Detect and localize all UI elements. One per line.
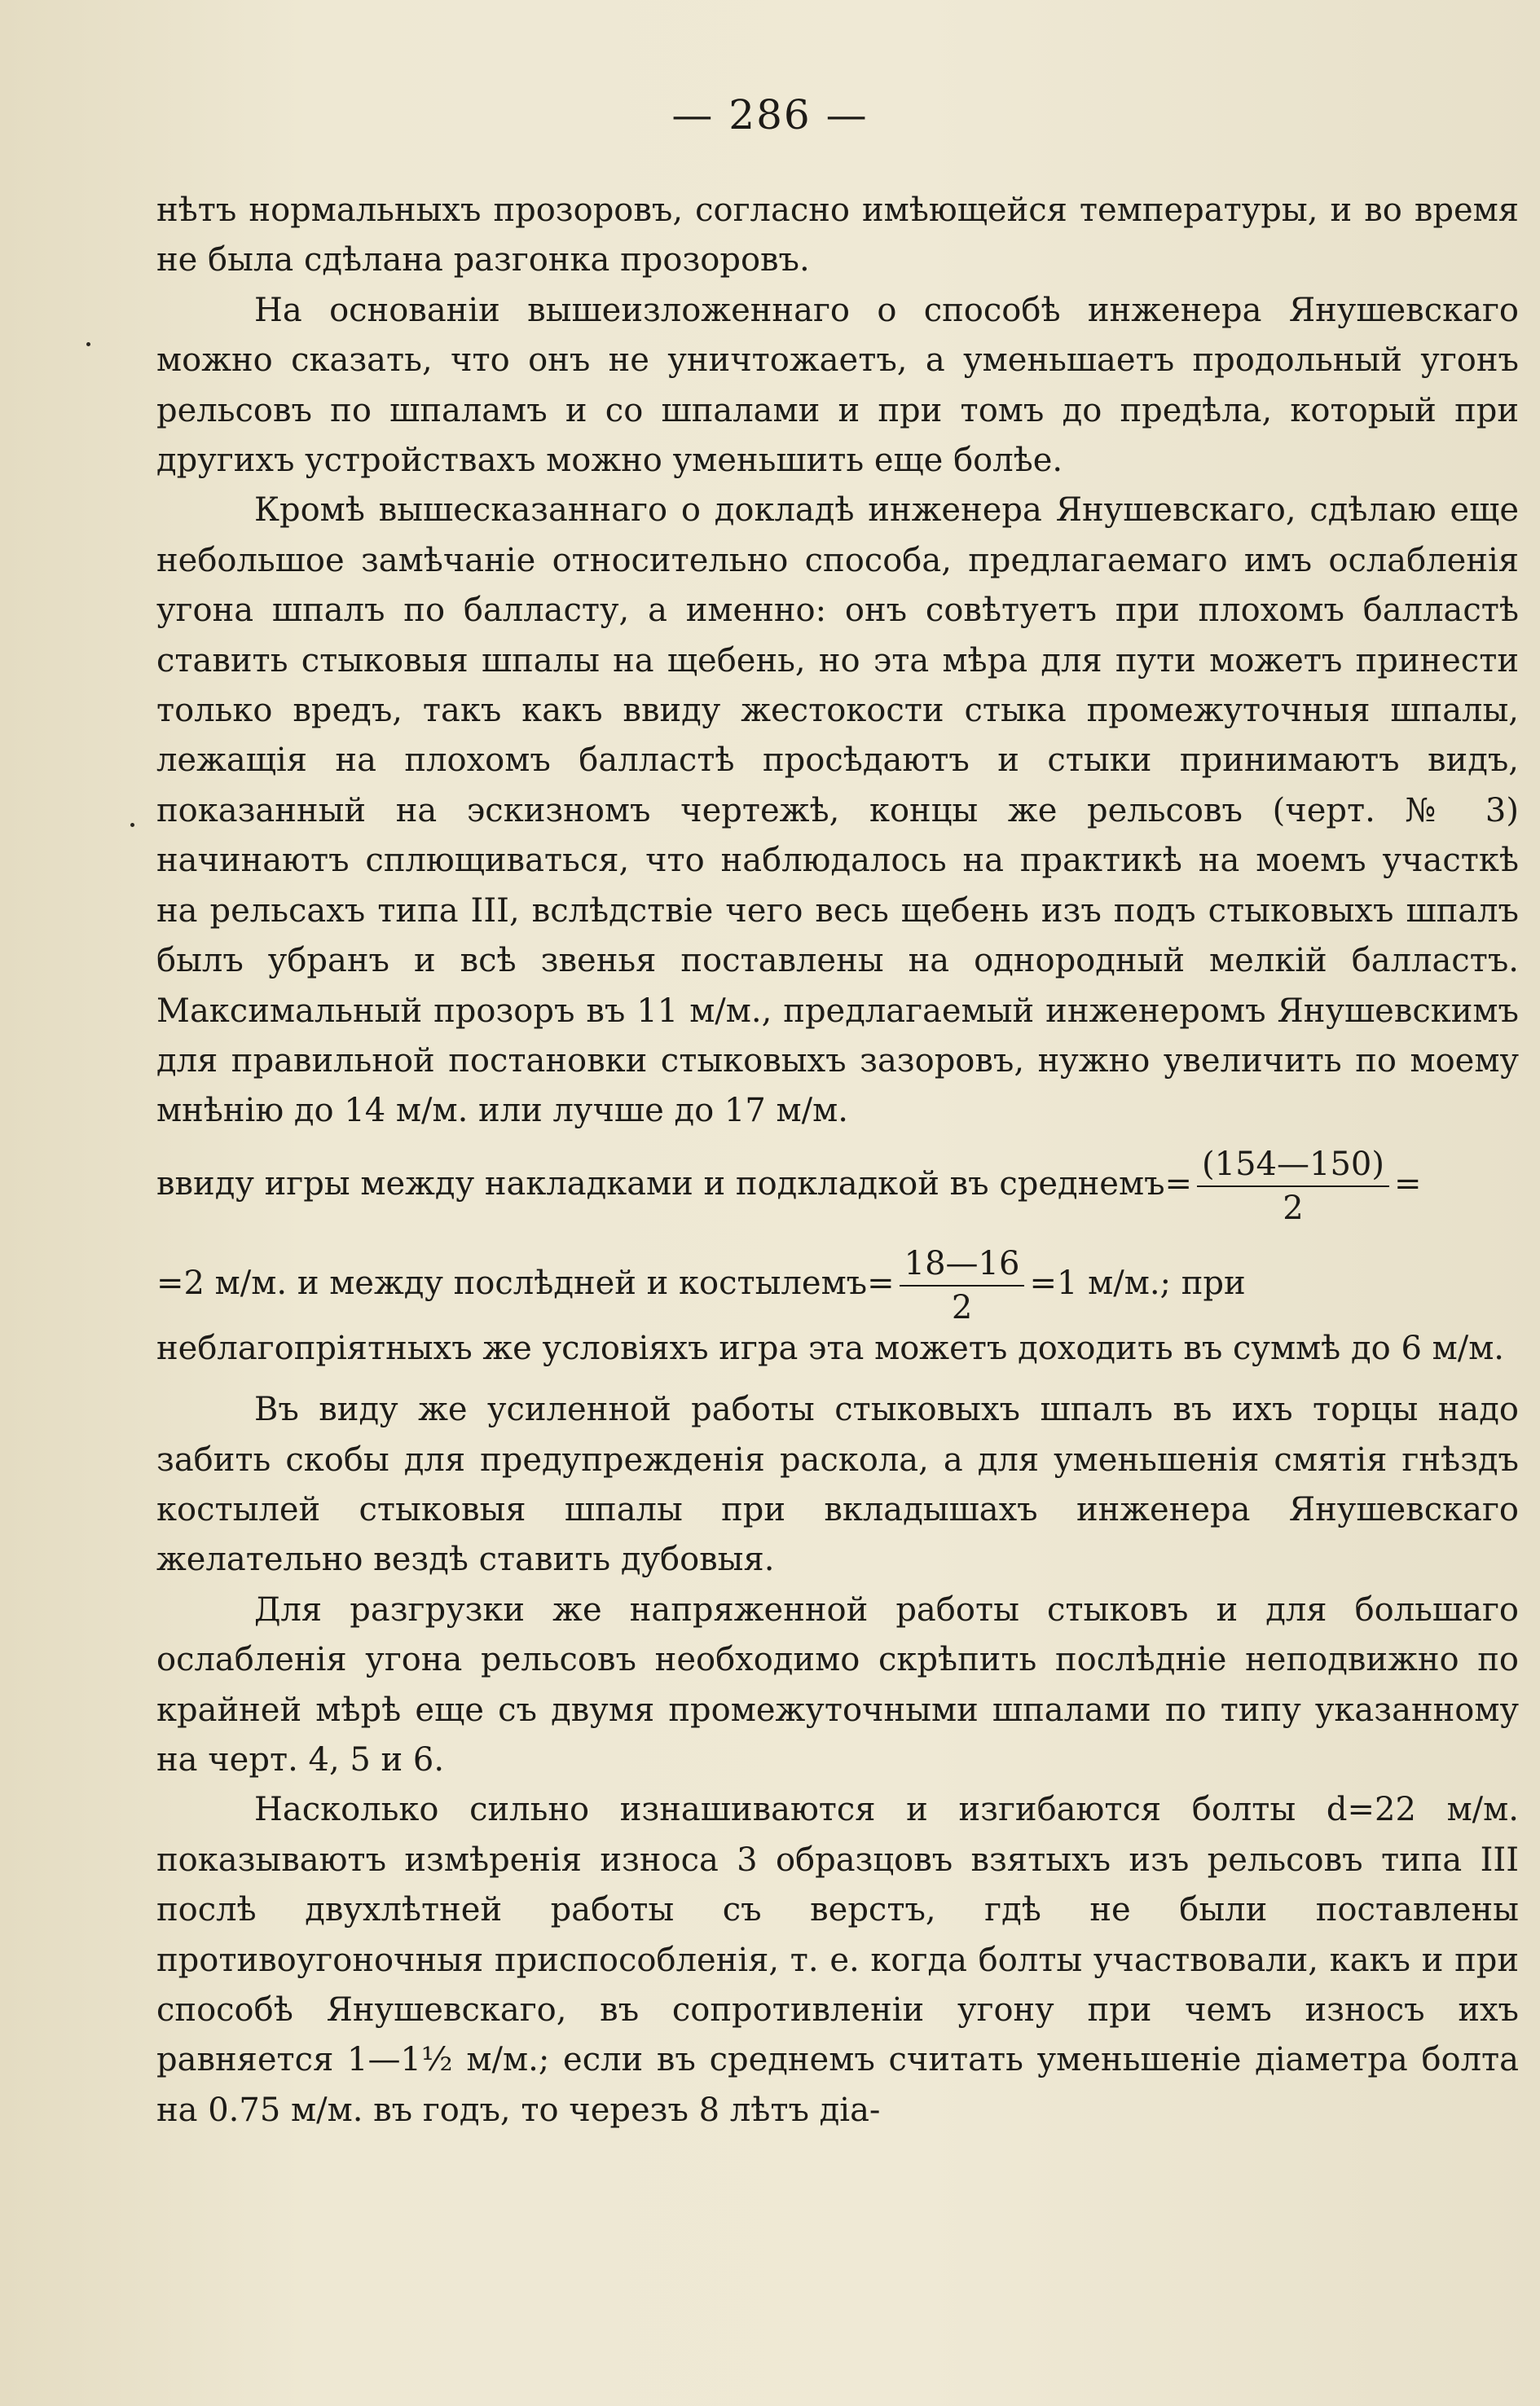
margin-dot — [86, 342, 90, 346]
formula-line — [156, 1137, 1519, 1236]
formula-line — [156, 1236, 1519, 1385]
fraction-denominator: 2 — [951, 1288, 973, 1326]
formula-text: ввиду игры между накладками и подкладкой въ среднемъ= — [156, 1164, 1193, 1203]
paragraph: На основаніи вышеизложеннаго о способѣ инженера Янушевскаго можно сказать, что онъ не уничтожаетъ, а уменьшаетъ продольный угонъ рельсовъ по шпаламъ и со шпалами и при томъ до предѣла, который при другихъ устройствахъ можно уменьшить еще болѣе. — [156, 291, 1519, 480]
paragraph: Насколько сильно изнашиваются и изгибаются болты d=22 м/м. показываютъ измѣренія износа 3 образцовъ взятыхъ изъ рельсовъ типа III послѣ двухлѣтней работы съ верстъ, гдѣ не были поставлены противоугоночныя приспособленія, т. е. когда болты участвовали, какъ и при способѣ Янушевскаго, въ сопротивленіи угону при чемъ износъ ихъ равняется 1—1½ м/м.; если въ среднемъ считать уменьшеніе діаметра болта на 0.75 м/м. въ годъ, то черезъ 8 лѣтъ діа- — [156, 1791, 1519, 2129]
fraction-denominator: 2 — [1283, 1189, 1304, 1227]
page-number: — 286 — — [671, 91, 869, 139]
formula-text: = — [1393, 1164, 1422, 1203]
paragraph: нѣтъ нормальныхъ прозоровъ, согласно имѣющейся температуры, и во время не была сдѣлана разгонка прозоровъ. — [156, 191, 1519, 279]
fraction-numerator: (154—150) — [1197, 1148, 1389, 1187]
margin-dot — [130, 823, 134, 827]
formula-text: =2 м/м. и между послѣдней и костылемъ= — [156, 1264, 895, 1302]
fraction — [900, 1244, 1025, 1326]
fraction-numerator: 18—16 — [900, 1247, 1025, 1287]
paragraph: Въ виду же усиленной работы стыковыхъ шпалъ въ ихъ торцы надо забить скобы для предупрежденія раскола, а для уменьшенія смятія гнѣздъ костылей стыковыя шпалы при вкладышахъ инженера Янушевскаго желательно вездѣ ставить дубовыя. — [156, 1391, 1519, 1579]
body-text — [156, 186, 1519, 2135]
paragraph: Для разгрузки же напряженной работы стыковъ и для большаго ослабленія угона рельсовъ необходимо скрѣпить послѣдніе неподвижно по крайней мѣрѣ еще съ двумя промежуточными шпалами по типу указанному на черт. 4, 5 и 6. — [156, 1590, 1519, 1779]
formula-text: =1 м/м.; при неблагопріятныхъ же условіяхъ игра эта можетъ доходить въ суммѣ до 6 м/м. — [156, 1264, 1505, 1367]
fraction — [1197, 1145, 1389, 1227]
paragraph: Кромѣ вышесказаннаго о докладѣ инженера Янушевскаго, сдѣлаю еще небольшое замѣчаніе относительно способа, предлагаемаго имъ ослабленія угона шпалъ по балласту, а именно: онъ совѣтуетъ при плохомъ балластѣ ставить стыковыя шпалы на щебень, но эта мѣра для пути можетъ принести только вредъ, такъ какъ ввиду жестокости стыка промежуточныя шпалы, лежащія на плохомъ балластѣ просѣдаютъ и стыки принимаютъ видъ, показанный на эскизномъ чертежѣ, концы же рельсовъ (черт. № 3) начинаютъ сплющиваться, что наблюдалось на практикѣ на моемъ участкѣ на рельсахъ типа III, вслѣдствіе чего весь щебень изъ подъ стыковыхъ шпалъ былъ убранъ и всѣ звенья поставлены на однородный мелкій балластъ. Максимальный прозоръ въ 11 м/м., предлагаемый инженеромъ Янушевскимъ для правильной постановки стыковыхъ зазоровъ, нужно увеличить по моему мнѣнію до 14 м/м. или лучше до 17 м/м. — [156, 491, 1519, 1130]
